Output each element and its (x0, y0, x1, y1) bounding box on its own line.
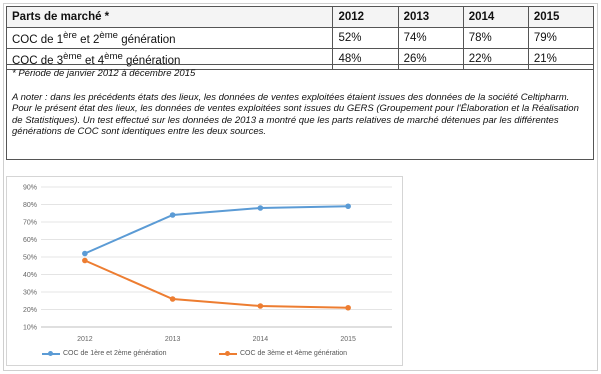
y-tick-label: 40% (22, 272, 37, 279)
y-tick-label: 70% (22, 219, 37, 227)
data-point (170, 296, 176, 302)
data-point (345, 305, 351, 311)
row-label: COC de 1ère et 2ème génération (7, 28, 333, 49)
line-chart (6, 176, 403, 366)
legend-label: COC de 1ère et 2ème génération (63, 350, 167, 357)
header-year: 2014 (463, 7, 528, 28)
y-tick-label: 50% (22, 254, 37, 262)
y-tick-label: 60% (22, 237, 37, 244)
notes-box (6, 64, 594, 160)
series-line (85, 206, 348, 253)
table-cell: 26% (398, 49, 463, 70)
data-point (345, 203, 351, 209)
table-cell: 78% (463, 28, 528, 49)
chart-legend (7, 347, 404, 363)
row-label: COC de 3ème et 4ème génération (7, 49, 333, 70)
table-header-row (7, 7, 594, 28)
x-tick-label: 2014 (252, 336, 269, 343)
x-tick-label: 2012 (77, 336, 93, 343)
table-cell: 21% (528, 49, 593, 70)
series-line (85, 261, 348, 308)
legend-swatch (42, 353, 60, 355)
x-tick-label: 2015 (340, 336, 356, 343)
data-point (258, 205, 264, 211)
note-body: A noter : dans les précédents états des lieux, les données de ventes exploitées étaient issues des données de la société Celtipharm. Pour le présent état des lieux, les données de ventes exploitées sont issues du GERS (Groupement pour l'Élaboration et la Réalisation de Statistiques). Un test effectué sur les données de 2013 a montré que les parts relatives de marché détenues par les différentes générations de COC sont identiques entre les deux sources. (12, 91, 579, 137)
table-cell: 79% (528, 28, 593, 49)
y-tick-label: 30% (22, 289, 37, 297)
table-cell: 22% (463, 49, 528, 70)
header-year: 2013 (398, 7, 463, 28)
data-point (82, 258, 88, 264)
y-tick-label: 80% (22, 202, 37, 209)
legend-item (42, 350, 167, 357)
table-cell: 52% (333, 28, 398, 49)
market-share-table (6, 6, 594, 70)
data-point (258, 303, 264, 309)
y-tick-label: 10% (22, 324, 37, 332)
legend-swatch (219, 353, 237, 355)
legend-label: COC de 3ème et 4ème génération (240, 350, 348, 357)
y-tick-label: 20% (22, 307, 37, 314)
table-cell: 48% (333, 49, 398, 70)
x-tick-label: 2013 (164, 336, 181, 343)
chart-svg (7, 177, 404, 349)
table-cell: 74% (398, 28, 463, 49)
header-year: 2012 (333, 7, 398, 28)
y-tick-label: 90% (22, 184, 37, 192)
table-row (7, 28, 594, 49)
data-point (82, 251, 88, 257)
data-point (170, 212, 176, 218)
legend-item (219, 350, 347, 357)
header-label: Parts de marché * (7, 7, 333, 28)
header-year: 2015 (528, 7, 593, 28)
period-note: * Période de janvier 2012 à décembre 2015 (12, 68, 196, 79)
